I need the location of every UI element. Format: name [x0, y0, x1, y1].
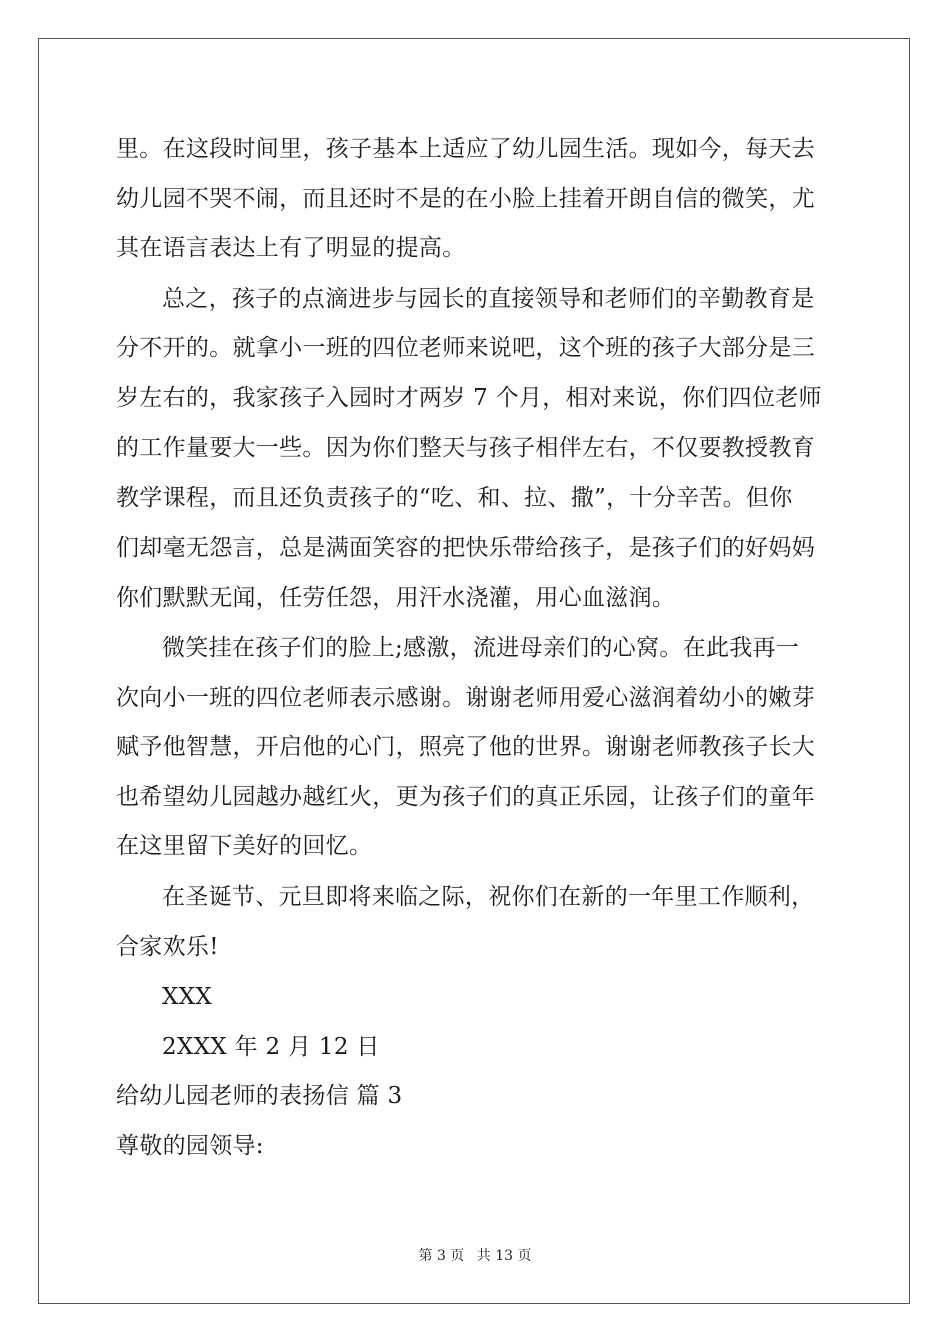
text-line: 们却毫无怨言，总是满面笑容的把快乐带给孩子，是孩子们的好妈妈 [116, 535, 815, 561]
text-line: 教学课程，而且还负责孩子的“吃、和、拉、撒”，十分辛苦。但你 [116, 485, 793, 511]
text-line: 在圣诞节、元旦即将来临之际，祝你们在新的一年里工作顺利， [162, 884, 815, 910]
text-line: 也希望幼儿园越办越红火，更为孩子们的真正乐园，让孩子们的童年 [116, 784, 815, 810]
text-line: 总之，孩子的点滴进步与园长的直接领导和老师们的辛勤教育是 [162, 286, 815, 312]
text-line: 的工作量要大一些。因为你们整天与孩子相伴左右，不仅要教授教育 [116, 435, 815, 461]
text-line: 其在语言表达上有了明显的提高。 [116, 235, 466, 261]
signature-date: 2XXX 年 2 月 12 日 [162, 1034, 380, 1060]
page-number: 第 3 页 [418, 1248, 465, 1264]
text-line: 合家欢乐! [116, 934, 219, 960]
text-line: 在这里留下美好的回忆。 [116, 833, 373, 859]
text-line: 里。在这段时间里，孩子基本上适应了幼儿园生活。现如今，每天去 [116, 136, 815, 162]
page-total: 共 13 页 [476, 1248, 532, 1264]
text-line: 次向小一班的四位老师表示感谢。谢谢老师用爱心滋润着幼小的嫩芽 [116, 685, 815, 711]
text-line: 岁左右的，我家孩子入园时才两岁 7 个月，相对来说，你们四位老师 [116, 385, 822, 411]
signature-name: XXX [162, 984, 213, 1010]
text-line: 微笑挂在孩子们的脸上;感激，流进母亲们的心窝。在此我再一 [162, 635, 800, 661]
text-line: 赋予他智慧，开启他的心门，照亮了他的世界。谢谢老师教孩子长大 [116, 734, 815, 760]
text-line: 你们默默无闻，任劳任怨，用汗水浇灌，用心血滋润。 [116, 585, 676, 611]
text-line: 幼儿园不哭不闹，而且还时不是的在小脸上挂着开朗自信的微笑，尤 [116, 186, 815, 212]
page-border [38, 38, 910, 1304]
salutation: 尊敬的园领导: [116, 1133, 264, 1159]
page-footer [0, 1247, 950, 1265]
text-line: 分不开的。就拿小一班的四位老师来说吧，这个班的孩子大部分是三 [116, 335, 815, 361]
section-heading: 给幼儿园老师的表扬信 篇 3 [116, 1083, 403, 1109]
